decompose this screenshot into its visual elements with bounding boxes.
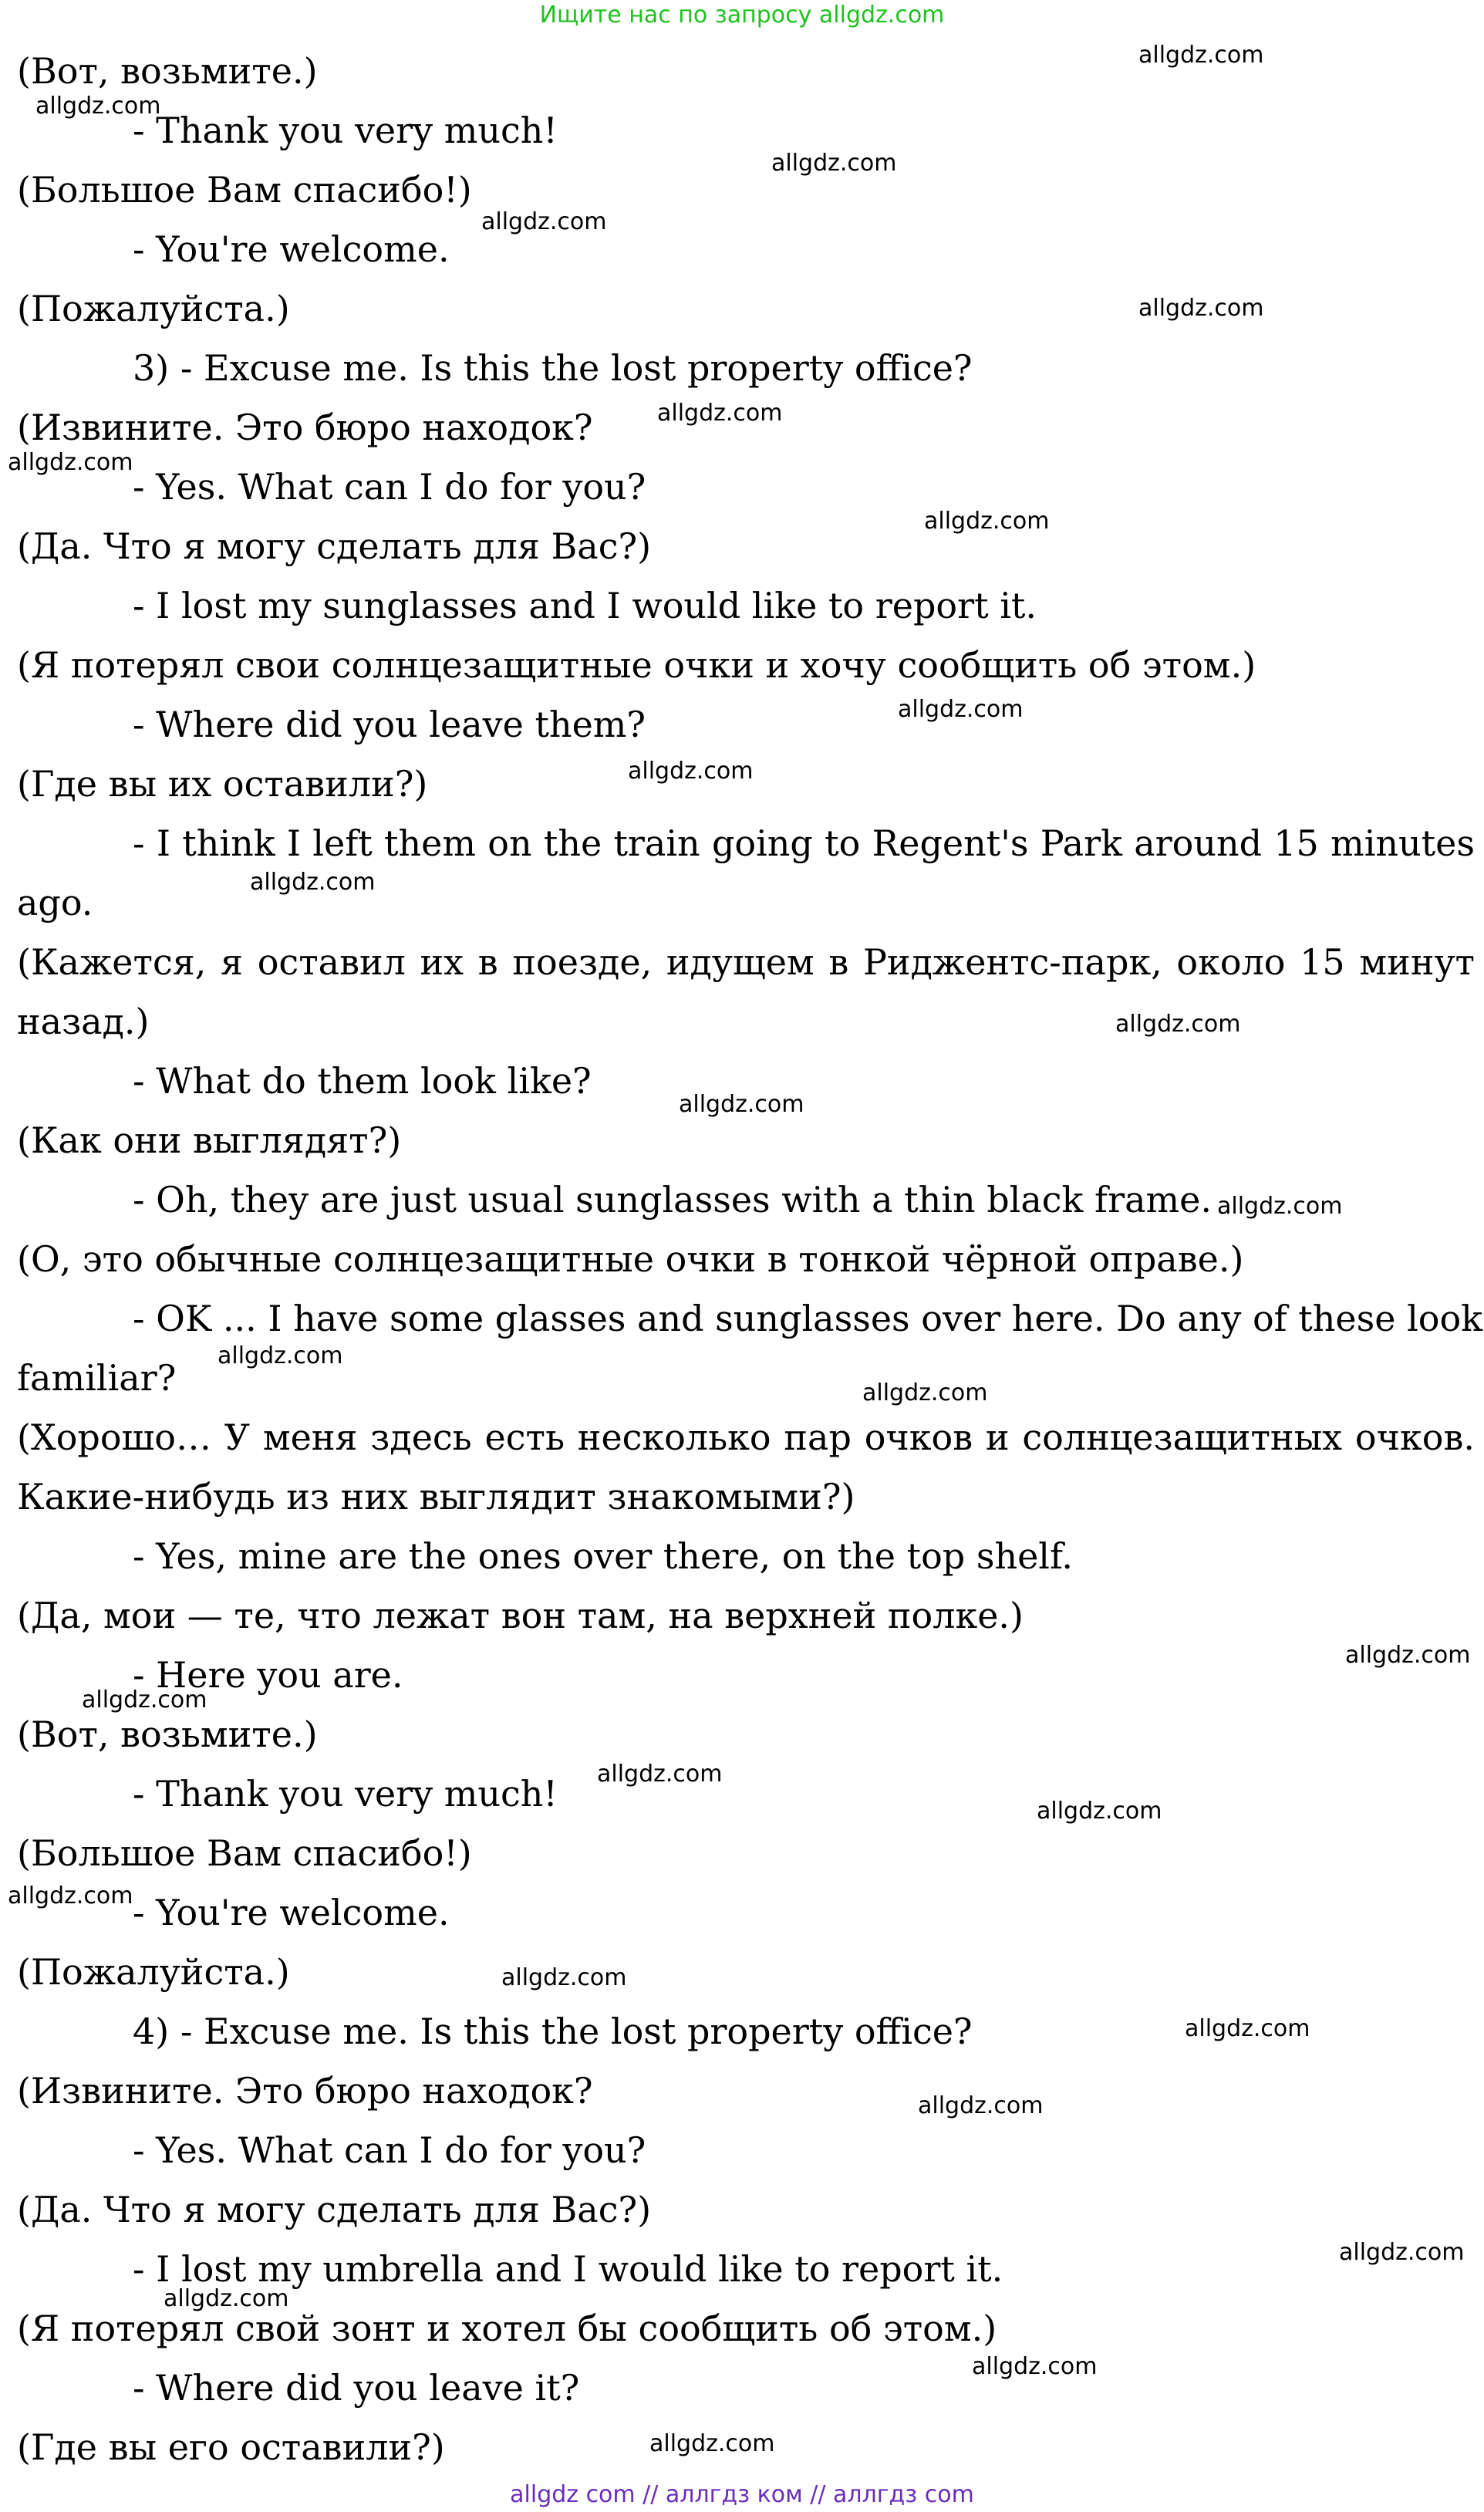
text-line: - You're welcome. [133, 1892, 450, 1933]
text-line: 4) - Excuse me. Is this the lost property office? [133, 2011, 973, 2052]
text-line: - Yes, mine are the ones over there, on the top shelf. [133, 1535, 1074, 1577]
text-line: (Да. Что я могу сделать для Вас?) [17, 525, 652, 567]
watermark: allgdz.com [1217, 1193, 1343, 1220]
text-line: (Да, мои — те, что лежат вон там, на верхней полке.) [17, 1595, 1024, 1636]
text-line: (Я потерял свой зонт и хотел бы сообщить об этом.) [17, 2308, 997, 2349]
text-line: (Пожалуйста.) [17, 288, 290, 329]
text-line: ago. [17, 882, 93, 923]
watermark: allgdz.com [657, 400, 783, 427]
text-line: (Как они выглядят?) [17, 1119, 402, 1161]
text-line: - Oh, they are just usual sunglasses with a thin black frame. [133, 1179, 1212, 1221]
text-line: - I lost my umbrella and I would like to report it. [133, 2248, 1003, 2290]
watermark: allgdz.com [250, 869, 376, 896]
text-line: - Yes. What can I do for you? [133, 466, 646, 508]
watermark: allgdz.com [82, 1686, 207, 1713]
text-line: 3) - Excuse me. Is this the lost property office? [133, 347, 973, 389]
watermark: allgdz.com [649, 2430, 775, 2457]
watermark: allgdz.com [501, 1964, 627, 1991]
text-line: - You're welcome. [133, 228, 450, 270]
watermark: allgdz.com [862, 1379, 988, 1406]
text-line: - I lost my sunglasses and I would like to report it. [133, 585, 1037, 626]
text-line: - Where did you leave it? [133, 2367, 580, 2409]
watermark: allgdz.com [1115, 1011, 1241, 1038]
text-line: (Пожалуйста.) [17, 1951, 290, 1993]
text-line: Какие-нибудь из них выглядит знакомыми?) [17, 1476, 855, 1518]
footer-link[interactable]: allgdz com // аллгдз ком // аллгдз com [510, 2481, 974, 2508]
text-line: (Я потерял свои солнцезащитные очки и хочу сообщить об этом.) [17, 644, 1256, 686]
watermark: allgdz.com [1339, 2239, 1465, 2266]
watermark: allgdz.com [1185, 2015, 1310, 2042]
text-line: (Да. Что я могу сделать для Вас?) [17, 2189, 652, 2230]
watermark: allgdz.com [898, 696, 1024, 723]
watermark: allgdz.com [164, 2285, 289, 2312]
text-line: - Yes. What can I do for you? [133, 2129, 646, 2171]
text-line: (Где вы его оставили?) [17, 2426, 445, 2468]
watermark: allgdz.com [8, 449, 133, 476]
text-line: (Большое Вам спасибо!) [17, 169, 472, 211]
watermark: allgdz.com [679, 1091, 804, 1118]
watermark: allgdz.com [1345, 1642, 1471, 1669]
text-line: (Извините. Это бюро находок? [17, 2070, 593, 2112]
watermark: allgdz.com [597, 1761, 723, 1788]
text-line: - Thank you very much! [133, 1773, 558, 1815]
watermark: allgdz.com [1138, 42, 1264, 69]
text-line: (Извините. Это бюро находок? [17, 407, 593, 448]
watermark: allgdz.com [628, 758, 754, 785]
text-line: - I think I left them on the train going to Regent's Park around 15 minutes [133, 822, 1475, 864]
watermark: allgdz.com [771, 150, 897, 177]
watermark: allgdz.com [972, 2353, 1098, 2380]
watermark: allgdz.com [924, 508, 1050, 535]
text-line: - OK ... I have some glasses and sunglasses over here. Do any of these look [133, 1298, 1483, 1339]
text-line: (Большое Вам спасибо!) [17, 1832, 472, 1874]
text-line: - Here you are. [133, 1654, 403, 1696]
text-line: (Вот, возьмите.) [17, 50, 318, 92]
text-line: - Thank you very much! [133, 110, 558, 151]
search-hint-link[interactable]: Ищите нас по запросу allgdz.com [539, 2, 945, 29]
watermark: allgdz.com [481, 208, 607, 235]
watermark: allgdz.com [35, 93, 161, 120]
watermark: allgdz.com [918, 2092, 1044, 2119]
watermark: allgdz.com [1037, 1798, 1162, 1825]
text-line: (Где вы их оставили?) [17, 763, 428, 805]
text-line: - Where did you leave them? [133, 704, 646, 745]
text-line: (Кажется, я оставил их в поезде, идущем в Риджентс-парк, около 15 минут [17, 941, 1475, 983]
watermark: allgdz.com [1138, 295, 1264, 322]
text-line: - What do them look like? [133, 1060, 592, 1102]
text-line: familiar? [17, 1357, 177, 1399]
text-line: назад.) [17, 1001, 150, 1042]
text-line: (О, это обычные солнцезащитные очки в тонкой чёрной оправе.) [17, 1238, 1244, 1280]
watermark: allgdz.com [218, 1342, 343, 1369]
watermark: allgdz.com [8, 1882, 133, 1909]
text-line: (Хорошо… У меня здесь есть несколько пар очков и солнцезащитных очков. [17, 1416, 1475, 1458]
text-line: (Вот, возьмите.) [17, 1713, 318, 1755]
